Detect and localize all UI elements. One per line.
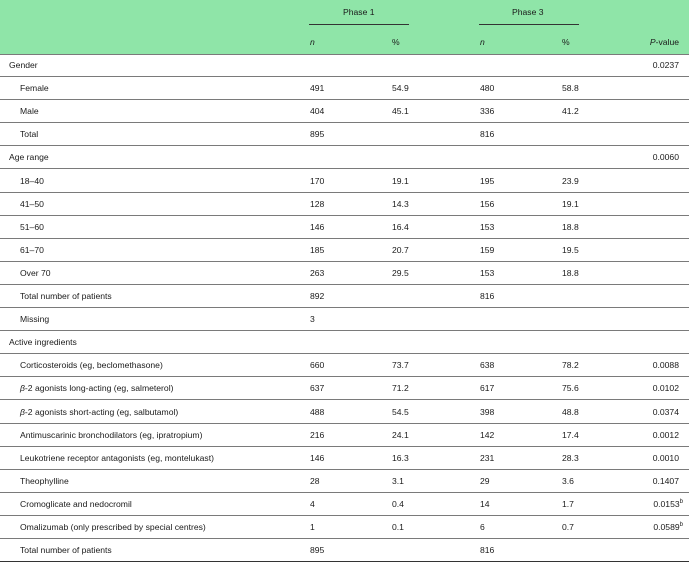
table-row bbox=[0, 146, 689, 169]
phase3-n-cell: 153 bbox=[480, 267, 495, 278]
row-label: Antimuscarinic bronchodilators (eg, ipratropium) bbox=[20, 429, 203, 440]
row-label: Over 70 bbox=[20, 267, 51, 278]
pvalue-text: 0.0589 bbox=[653, 522, 680, 532]
table-row bbox=[0, 539, 689, 562]
phase1-pct-cell: 54.9 bbox=[392, 83, 409, 94]
phase1-pct-cell: 29.5 bbox=[392, 267, 409, 278]
table-row bbox=[0, 424, 689, 447]
phase3-pct-cell: 18.8 bbox=[562, 221, 579, 232]
phase3-n-cell: 159 bbox=[480, 244, 495, 255]
row-label: 18–40 bbox=[20, 175, 44, 186]
phase1-pct-cell: 0.4 bbox=[392, 498, 404, 509]
phase1-pct-cell: 16.4 bbox=[392, 221, 409, 232]
phase3-pct-cell: 48.8 bbox=[562, 406, 579, 417]
row-label: Gender bbox=[9, 60, 38, 70]
pvalue-cell bbox=[653, 453, 679, 464]
phase1-n-cell: 404 bbox=[310, 106, 325, 117]
row-label: Active ingredients bbox=[9, 337, 77, 348]
phase1-n-cell: 216 bbox=[310, 429, 325, 440]
phase3-n-cell: 153 bbox=[480, 221, 495, 232]
phase1-n-cell: 146 bbox=[310, 452, 325, 463]
pvalue-cell bbox=[653, 383, 679, 394]
row-label: 61–70 bbox=[20, 244, 44, 255]
phase3-header: Phase 3 bbox=[512, 7, 544, 17]
phase1-n-cell: 128 bbox=[310, 198, 325, 209]
phase3-pct-cell: 17.4 bbox=[562, 429, 579, 440]
phase1-pct-cell: 24.1 bbox=[392, 429, 409, 440]
pvalue-text: 0.0060 bbox=[652, 152, 679, 163]
phase3-n-cell: 156 bbox=[480, 198, 495, 209]
table-row bbox=[0, 193, 689, 216]
pvalue-text: 0.0088 bbox=[652, 360, 679, 371]
table-row bbox=[0, 308, 689, 331]
phase1-n-cell: 263 bbox=[310, 267, 325, 278]
phase1-n-cell: 28 bbox=[310, 475, 320, 486]
table-row bbox=[0, 54, 689, 77]
phase1-n-cell: 4 bbox=[310, 498, 315, 509]
beta-symbol: β bbox=[20, 406, 25, 417]
phase1-pct-cell: 20.7 bbox=[392, 244, 409, 255]
table-row bbox=[0, 470, 689, 493]
phase1-n-cell: 637 bbox=[310, 383, 325, 394]
phase1-pct-cell: 3.1 bbox=[392, 475, 404, 486]
pvalue-text: 0.0012 bbox=[652, 429, 679, 440]
table-row bbox=[0, 331, 689, 354]
footnote-marker: b bbox=[679, 498, 683, 505]
pvalue-text: 0.0102 bbox=[652, 383, 679, 394]
row-label: Total number of patients bbox=[20, 291, 112, 301]
phase1-n-cell: 3 bbox=[310, 314, 315, 325]
phase3-n-cell: 142 bbox=[480, 429, 495, 440]
phase3-n-cell: 336 bbox=[480, 106, 495, 117]
phase1-n-cell: 185 bbox=[310, 244, 325, 255]
pvalue-cell bbox=[653, 476, 679, 487]
pvalue-cell bbox=[653, 152, 679, 163]
phase3-pct-cell: 58.8 bbox=[562, 83, 579, 94]
phase3-n-cell: 638 bbox=[480, 360, 495, 371]
phase3-n-cell: 195 bbox=[480, 175, 495, 186]
phase3-pct-cell: 0.7 bbox=[562, 522, 574, 532]
table-header bbox=[0, 0, 689, 54]
phase1-pct-cell: 16.3 bbox=[392, 452, 409, 463]
row-label: Female bbox=[20, 83, 49, 94]
phase3-pct-cell: 1.7 bbox=[562, 498, 574, 509]
table-row bbox=[0, 77, 689, 100]
table-row bbox=[0, 262, 689, 285]
pvalue-cell bbox=[653, 60, 679, 71]
pvalue-header: P-value bbox=[649, 37, 679, 47]
phase3-n-cell: 816 bbox=[480, 129, 495, 140]
phase1-n-cell: 895 bbox=[310, 545, 325, 556]
row-label: Missing bbox=[20, 314, 50, 325]
phase1-n-cell: 892 bbox=[310, 291, 325, 301]
phase1-pct-cell: 73.7 bbox=[392, 360, 409, 371]
table-row bbox=[0, 401, 689, 424]
phase1-pct-cell: 54.5 bbox=[392, 406, 409, 417]
phase1-pct-cell: 19.1 bbox=[392, 175, 409, 186]
table-row bbox=[0, 285, 689, 308]
phase1-pct-cell: 45.1 bbox=[392, 106, 409, 117]
phase3-n-cell: 6 bbox=[480, 522, 485, 532]
table-row bbox=[0, 123, 689, 146]
row-label: Corticosteroids (eg, beclomethasone) bbox=[20, 360, 163, 371]
row-label: 41–50 bbox=[20, 198, 44, 209]
phase1-pct-cell: 71.2 bbox=[392, 383, 409, 394]
pvalue-cell bbox=[653, 360, 679, 371]
row-label: Male bbox=[20, 106, 39, 117]
phase1-pct-header: % bbox=[392, 37, 400, 47]
phase1-header: Phase 1 bbox=[343, 7, 375, 17]
phase3-pct-cell: 23.9 bbox=[562, 175, 579, 186]
phase1-n-cell: 660 bbox=[310, 360, 325, 371]
phase3-pct-cell: 28.3 bbox=[562, 452, 579, 463]
table-row bbox=[0, 170, 689, 193]
row-label: Total bbox=[20, 129, 39, 140]
pvalue-text: 0.0010 bbox=[652, 452, 679, 463]
pvalue-cell bbox=[653, 522, 683, 533]
phase1-n-cell: 1 bbox=[310, 522, 315, 532]
footnote-marker: b bbox=[679, 522, 683, 528]
phase3-pct-header: % bbox=[562, 37, 570, 47]
pvalue-text: 0.1407 bbox=[652, 475, 679, 486]
pvalue-cell bbox=[653, 499, 683, 510]
row-label: Omalizumab (only prescribed by special centres) bbox=[20, 522, 206, 532]
phase1-n-cell: 488 bbox=[310, 406, 325, 417]
phase3-n-cell: 816 bbox=[480, 291, 495, 301]
row-label: Age range bbox=[9, 152, 49, 163]
pvalue-text: 0.0153 bbox=[653, 498, 680, 509]
table-row bbox=[0, 100, 689, 123]
table-row bbox=[0, 493, 689, 516]
phase3-n-cell: 480 bbox=[480, 83, 495, 94]
pvalue-text: 0.0374 bbox=[652, 406, 679, 417]
phase3-underline bbox=[479, 24, 579, 25]
phase3-n-cell: 617 bbox=[480, 383, 495, 394]
phase3-pct-cell: 78.2 bbox=[562, 360, 579, 371]
phase3-pct-cell: 3.6 bbox=[562, 475, 574, 486]
table-row bbox=[0, 516, 689, 539]
row-label: 51–60 bbox=[20, 221, 44, 232]
row-label-text: -2 agonists long-acting (eg, salmeterol) bbox=[24, 383, 174, 394]
phase1-n-header: n bbox=[310, 37, 315, 47]
phase1-n-cell: 146 bbox=[310, 221, 325, 232]
phase3-pct-cell: 18.8 bbox=[562, 267, 579, 278]
table-row bbox=[0, 447, 689, 470]
phase3-n-header: n bbox=[480, 37, 485, 47]
pvalue-text: 0.0237 bbox=[652, 60, 679, 70]
phase1-n-cell: 170 bbox=[310, 175, 325, 186]
phase3-n-cell: 14 bbox=[480, 498, 490, 509]
phase3-pct-cell: 19.5 bbox=[562, 244, 579, 255]
row-label: Total number of patients bbox=[20, 545, 112, 556]
phase1-pct-cell: 14.3 bbox=[392, 198, 409, 209]
beta-symbol: β bbox=[20, 383, 25, 394]
phase3-pct-cell: 41.2 bbox=[562, 106, 579, 117]
phase1-n-cell: 491 bbox=[310, 83, 325, 94]
phase3-n-cell: 231 bbox=[480, 452, 495, 463]
phase1-n-cell: 895 bbox=[310, 129, 325, 140]
row-label: Cromoglicate and nedocromil bbox=[20, 498, 132, 509]
phase1-pct-cell: 0.1 bbox=[392, 522, 404, 532]
row-label bbox=[20, 407, 178, 418]
phase3-n-cell: 816 bbox=[480, 545, 495, 556]
phase3-pct-cell: 19.1 bbox=[562, 198, 579, 209]
table-row bbox=[0, 239, 689, 262]
pvalue-cell bbox=[653, 430, 679, 441]
phase3-n-cell: 29 bbox=[480, 475, 490, 486]
row-label: Theophylline bbox=[20, 475, 69, 486]
row-label: Leukotriene receptor antagonists (eg, montelukast) bbox=[20, 452, 214, 463]
phase3-pct-cell: 75.6 bbox=[562, 383, 579, 394]
row-label-text: -2 agonists short-acting (eg, salbutamol) bbox=[24, 406, 179, 417]
table-row bbox=[0, 216, 689, 239]
phase1-underline bbox=[309, 24, 409, 25]
pvalue-cell bbox=[653, 407, 679, 418]
table-row bbox=[0, 354, 689, 377]
phase3-n-cell: 398 bbox=[480, 406, 495, 417]
table-row bbox=[0, 377, 689, 400]
row-label bbox=[20, 383, 173, 394]
